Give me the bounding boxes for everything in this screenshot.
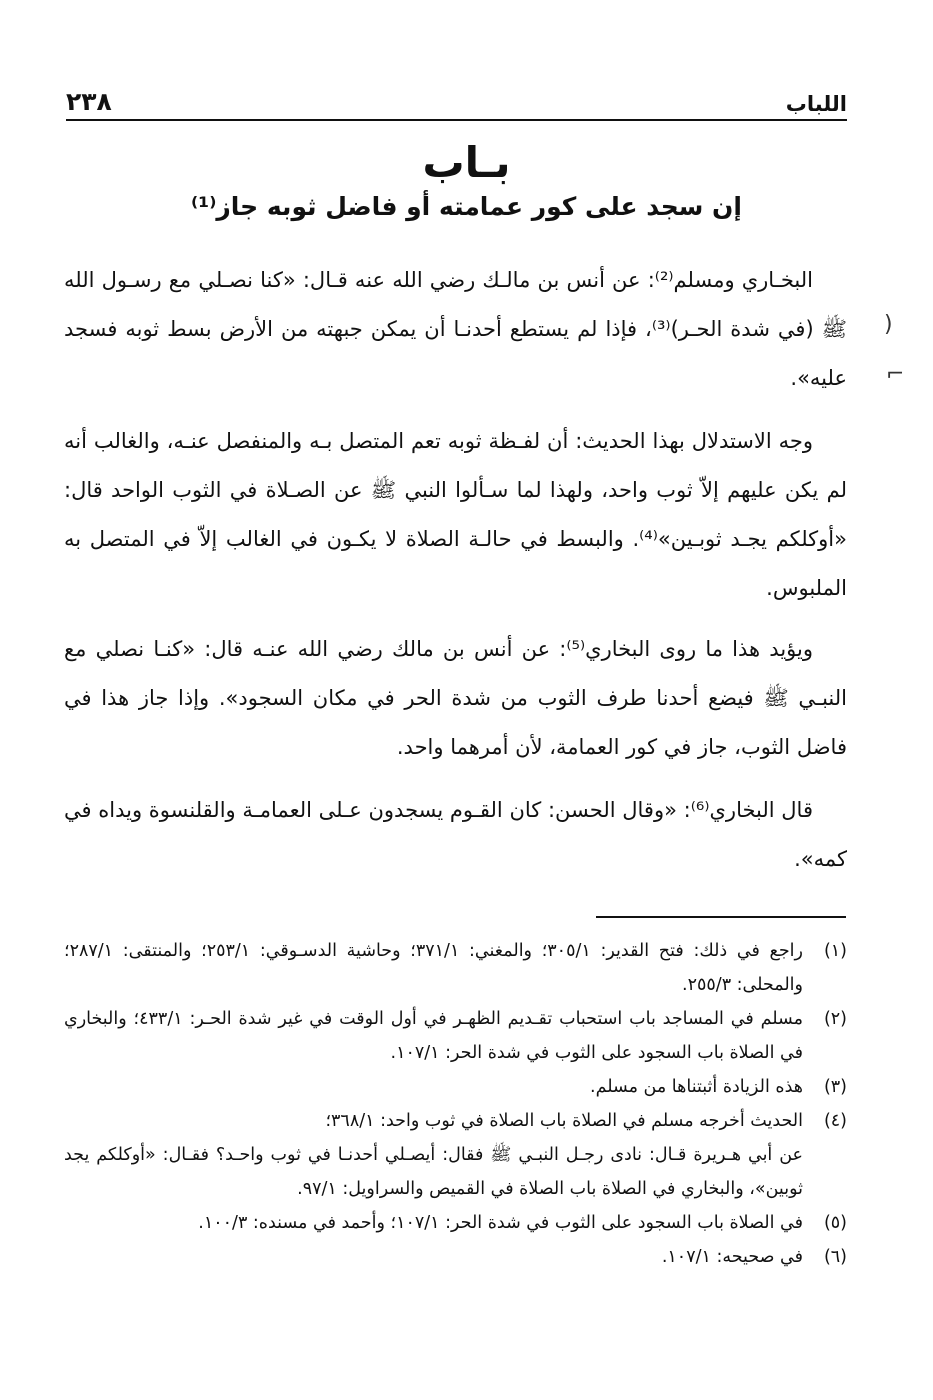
page-number: ٢٣٨ xyxy=(66,87,112,116)
footnote-text: راجع في ذلك: فتح القدير: ٣٠٥/١؛ والمغني: ٣٧١/١؛ وحاشية الدسـوقي: ٢٥٣/١؛ والمنتقى: ٢٨٧/١؛ والمحلى: ٢٥٥/٣. xyxy=(64,941,804,995)
running-title: اللباب xyxy=(785,92,847,116)
footnote-1 xyxy=(64,934,847,1002)
paragraph-hasan: قال البخاري⁽⁶⁾: «وقال الحسن: كان القـوم يسجدون عـلى العمامـة والقلنسوة ويداه في كمه». xyxy=(64,798,847,871)
paragraph-support: ويؤيد هذا ما روى البخاري⁽⁵⁾: عن أنس بن مالك رضي الله عنـه قال: «كنـا نصلي مع النبـي ﷺ فيضع أحدنا طرف الثوب من شدة الحر في مكان السجود». وإذا جاز هذا في فاضل الثوب، جاز في كور العمامة، لأن أمرهما واحد. xyxy=(64,637,847,759)
footnote-text: الحديث أخرجه مسلم في الصلاة باب الصلاة في ثوب واحد: ٣٦٨/١؛ xyxy=(325,1111,803,1131)
header-rule xyxy=(66,119,847,121)
paragraph-evidence: وجه الاستدلال بهذا الحديث: أن لفـظة ثوبه تعم المتصل بـه والمنفصل عنـه، والغالب أنه لم يكن عليهم إلاّ ثوب واحد، ولهذا لما سـألوا النبي ﷺ عن الصـلاة في الثوب الواحد قال: «أوكلكم يجـد ثوبـين»⁽⁴⁾. والبسط في حالـة الصلاة لا يكـون في الغالب إلاّ في المتصل به الملبوس. xyxy=(64,429,847,600)
scan-speck: ⌐ xyxy=(886,362,905,387)
chapter-subtitle: إن سجد على كور عمامته أو فاضل ثوبه جاز⁽¹⁾ xyxy=(191,192,742,221)
footnote-3 xyxy=(64,1070,847,1104)
page-header xyxy=(66,72,847,116)
footnote-number: (٦) xyxy=(823,1247,847,1267)
footnotes xyxy=(64,934,847,1274)
footnote-text: مسلم في المساجد باب استحباب تقـديم الظهـر في أول الوقت في غير شدة الحـر: ٤٣٣/١؛ والبخاري في الصلاة باب السجود على الثوب في شدة الحر: ١٠٧/١. xyxy=(64,1009,804,1063)
scan-speck: ) xyxy=(884,312,893,337)
footnote-number: (٤) xyxy=(823,1111,847,1131)
footnote-number: (٢) xyxy=(823,1009,847,1029)
footnote-text: في الصلاة باب السجود على الثوب في شدة الحر: ١٠٧/١؛ وأحمد في مسنده: ١٠٠/٣. xyxy=(198,1213,803,1233)
footnote-number: (٣) xyxy=(823,1077,847,1097)
chapter-title: بـاب xyxy=(422,138,511,187)
footnote-number: (١) xyxy=(823,941,847,961)
footnote-6 xyxy=(64,1240,847,1274)
footnote-text: في صحيحه: ١٠٧/١. xyxy=(661,1247,803,1267)
footnote-text: هذه الزيادة أثبتناها من مسلم. xyxy=(590,1077,803,1097)
footnote-4 xyxy=(64,1104,847,1138)
footnote-2 xyxy=(64,1002,847,1070)
footnote-5 xyxy=(64,1206,847,1240)
footnote-4-continuation: عن أبي هـريرة قـال: نادى رجـل النبـي ﷺ فقال: أيصـلي أحدنـا في ثوب واحـد؟ فقـال: «أوكلكم يجد ثوبين»، والبخاري في الصلاة باب الصلاة في القميص والسراويل: ٩٧/١. xyxy=(64,1145,803,1199)
main-text xyxy=(64,256,847,884)
footnote-rule xyxy=(596,916,846,918)
paragraph-hadith-anas: البخـاري ومسلم⁽²⁾: عن أنس بن مالـك رضي الله عنه قـال: «كنا نصـلي مع رسـول الله ﷺ (في شدة الحـر)⁽³⁾، فإذا لم يستطع أحدنـا أن يمكن جبهته من الأرض بسط ثوبه فسجد عليه». xyxy=(64,268,847,390)
footnote-number: (٥) xyxy=(823,1213,847,1233)
